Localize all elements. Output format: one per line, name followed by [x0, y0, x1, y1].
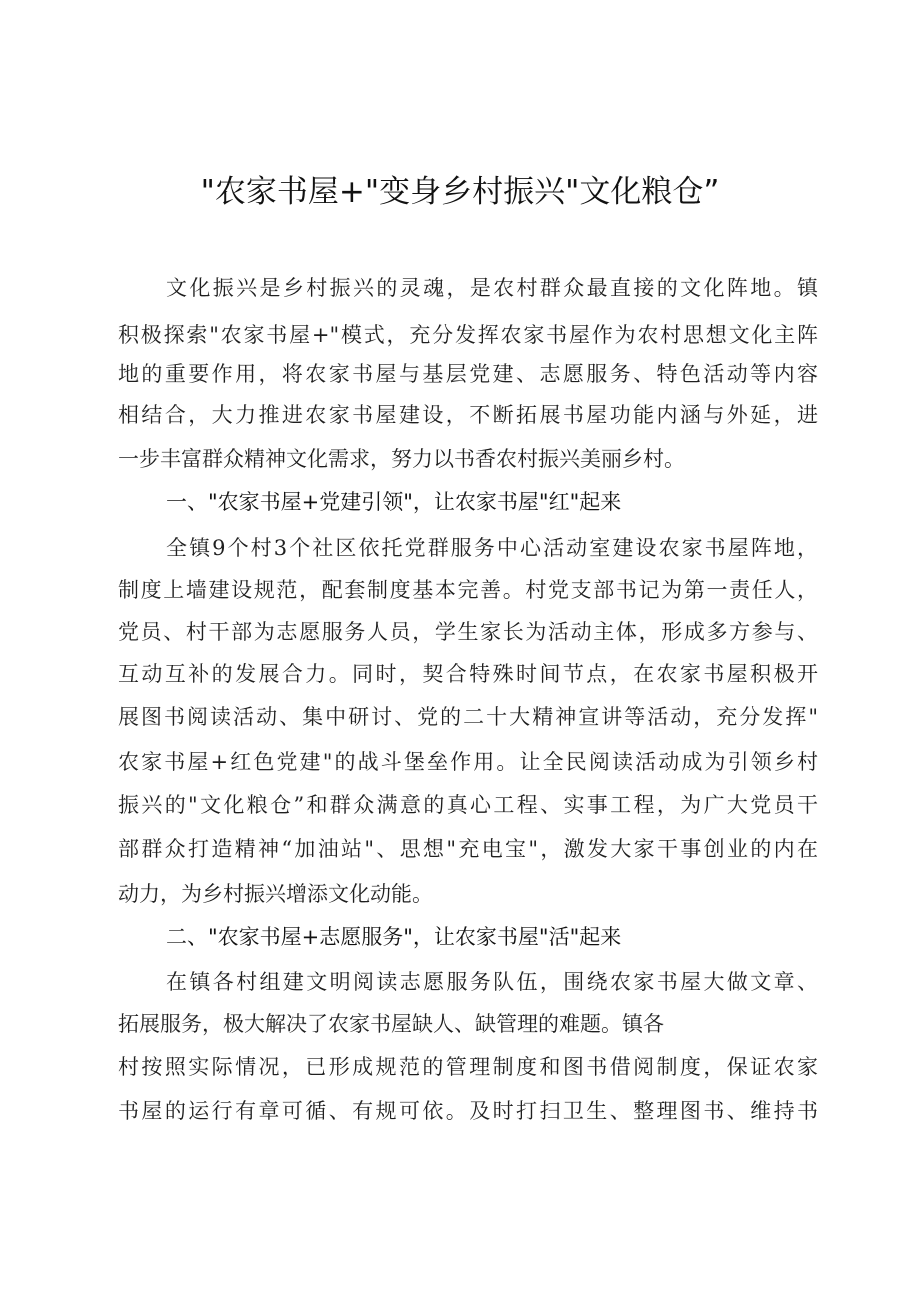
paragraph-line: 部群众打造精神“加油站"、思想"充电宝"，激发大家干事创业的内在 [118, 837, 818, 861]
paragraph-line: 村按照实际情况，已形成规范的管理制度和图书借阅制度，保证农家 [118, 1055, 818, 1079]
paragraph-line: 一步丰富群众精神文化需求，努力以书香农村振兴美丽乡村。 [118, 447, 685, 471]
paragraph-line: 互动互补的发展合力。同时，契合特殊时间节点，在农家书屋积极开 [118, 662, 818, 686]
paragraph-line: 动力，为乡村振兴增添文化动能。 [118, 882, 433, 906]
section-heading: 一、"农家书屋+党建引领"，让农家书屋"红"起来 [166, 490, 622, 514]
paragraph-line: 拓展服务，极大解决了农家书屋缺人、缺管理的难题。镇各 [118, 1012, 664, 1036]
paragraph-line: 书屋的运行有章可循、有规可依。及时打扫卫生、整理图书、维持书 [118, 1099, 818, 1123]
paragraph-line: 在镇各村组建文明阅读志愿服务队伍，围绕农家书屋大做文章、 [166, 970, 818, 994]
paragraph-line: 文化振兴是乡村振兴的灵魂，是农村群众最直接的文化阵地。镇 [166, 276, 818, 300]
paragraph-line: 相结合，大力推进农家书屋建设，不断拓展书屋功能内涵与外延，进 [118, 403, 818, 427]
paragraph-line: 积极探索"农家书屋+"模式，充分发挥农家书屋作为农村思想文化主阵 [118, 323, 818, 347]
section-heading: 二、"农家书屋+志愿服务"，让农家书屋"活"起来 [166, 925, 622, 949]
paragraph-line: 全镇9个村3个社区依托党群服务中心活动室建设农家书屋阵地， [166, 536, 818, 560]
document-title: "农家书屋+"变身乡村振兴"文化粮仓” [200, 174, 720, 210]
paragraph-line: 振兴的"文化粮仓”和群众满意的真心工程、实事工程，为广大党员干 [118, 793, 818, 817]
paragraph-line: 地的重要作用，将农家书屋与基层党建、志愿服务、特色活动等内容 [118, 362, 818, 386]
paragraph-line: 党员、村干部为志愿服务人员，学生家长为活动主体，形成多方参与、 [118, 620, 818, 644]
paragraph-line: 制度上墙建设规范，配套制度基本完善。村党支部书记为第一责任人， [118, 578, 818, 602]
paragraph-line: 农家书屋+红色党建"的战斗堡垒作用。让全民阅读活动成为引领乡村 [118, 750, 818, 774]
paragraph-line: 展图书阅读活动、集中研讨、党的二十大精神宣讲等活动，充分发挥" [118, 705, 818, 729]
